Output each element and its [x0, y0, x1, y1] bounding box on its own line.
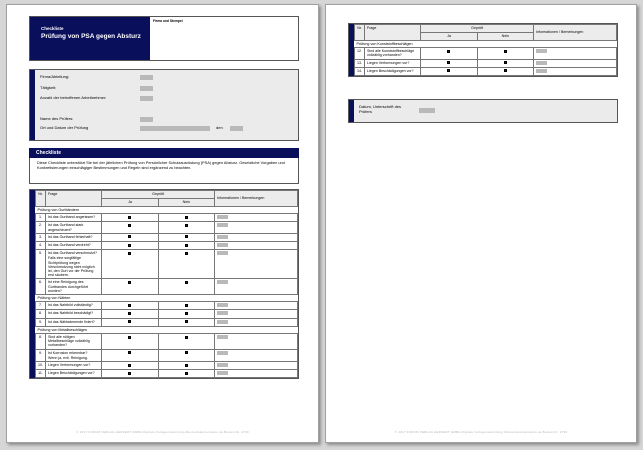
navy-bar	[30, 70, 35, 140]
row-nr: 9.	[36, 349, 46, 361]
remark-field[interactable]	[217, 243, 228, 247]
place-date-field[interactable]	[140, 126, 210, 131]
checklist-table	[35, 190, 298, 378]
col-geprueft: Geprüft	[421, 25, 534, 33]
nein-checkbox[interactable]	[185, 351, 188, 354]
remark-field[interactable]	[217, 235, 228, 239]
date-field[interactable]	[230, 126, 243, 131]
nein-checkbox[interactable]	[185, 216, 188, 219]
field-label: Ort und Datum der Prüfung	[40, 125, 89, 130]
row-question-cell	[46, 279, 102, 295]
nein-checkbox[interactable]	[185, 244, 188, 247]
row-question-cell	[46, 349, 102, 361]
stamp-label: Firma und Stempel	[150, 17, 298, 60]
row-nr: 4.	[36, 242, 46, 250]
col-geprueft: Geprüft	[102, 191, 215, 199]
row-question: Ist das Nahtbild vollständig?	[48, 303, 93, 308]
nein-checkbox[interactable]	[185, 281, 188, 284]
row-nr: 7.	[36, 302, 46, 310]
nein-checkbox[interactable]	[504, 50, 507, 53]
remark-field[interactable]	[217, 223, 228, 227]
row-nr: 2.	[36, 222, 46, 233]
row-nr: 10.	[36, 362, 46, 370]
ja-checkbox[interactable]	[128, 281, 131, 284]
col-nr: Nr.	[355, 25, 365, 41]
row-question-cell	[46, 370, 102, 378]
ja-checkbox[interactable]	[128, 312, 131, 315]
page-title: Prüfung von PSA gegen Absturz	[41, 33, 141, 40]
row-question: Sind alle nötigen Metallbeschläge vollzählig vorhanden?	[48, 335, 90, 348]
signature-box	[348, 99, 618, 123]
row-nr: 9.	[36, 318, 46, 326]
row-question: Liegen Beschädigungen vor?	[365, 67, 421, 75]
row-question: Ist eine Reinigung des Gurtbandes durchgeführt worden?	[48, 280, 88, 293]
row-nr: 8.	[36, 334, 46, 350]
row-question: Sind alle Kunststoffbeschläge vollzählig vorhanden?	[365, 48, 421, 59]
row-nr: 1.	[36, 214, 46, 222]
row-nr: 13.	[355, 59, 365, 67]
checklist-table-wrap	[29, 189, 299, 379]
title-box	[29, 16, 299, 61]
row-question-cell	[46, 233, 102, 241]
col-info: Informationen / Bemerkungen	[534, 25, 617, 41]
remark-field[interactable]	[536, 69, 547, 73]
remark-field[interactable]	[217, 215, 228, 219]
table-row	[36, 250, 298, 279]
table-row	[36, 214, 298, 222]
col-nein: Nein	[477, 33, 533, 41]
ja-checkbox[interactable]	[128, 364, 131, 367]
document-page-1	[6, 4, 319, 443]
row-nr: 11.	[36, 370, 46, 378]
intro-text: Diese Checkliste unterstützt Sie bei der jährlichen Prüfung von Persönlicher Schutzausrüstung (PSA) gegen Absturz. Gesetzliche Vorgaben und Konkretisierungen einschlägiger Bestimmungen und Regeln sind ergänzend zu beachten.	[29, 158, 299, 184]
field-label: Firma/Abteilung:	[40, 74, 70, 79]
row-question: Ist das Nähfadenende fixiert?	[48, 319, 95, 324]
title-small: Checkliste	[41, 26, 64, 31]
col-frage: Frage	[365, 25, 421, 41]
den-label: den	[216, 125, 223, 130]
remark-field[interactable]	[217, 251, 228, 255]
remark-field[interactable]	[217, 311, 228, 315]
row-question-cell	[46, 362, 102, 370]
remark-field[interactable]	[217, 351, 228, 355]
ja-checkbox[interactable]	[128, 235, 131, 238]
nein-checkbox[interactable]	[185, 235, 188, 238]
remark-field[interactable]	[217, 363, 228, 367]
info-form	[29, 69, 299, 141]
ja-checkbox[interactable]	[128, 304, 131, 307]
row-question: Liegen Beschädigungen vor?	[48, 371, 95, 376]
page-footer: © 2017 FORUM VERLAG HERKERT GMBH Digitale Vorlagensammlung Musterdokumentation.de Bestell-Nr. 2730	[394, 430, 568, 434]
ja-checkbox[interactable]	[128, 320, 131, 323]
table-row	[36, 310, 298, 318]
nein-checkbox[interactable]	[185, 252, 188, 255]
table-row	[36, 302, 298, 310]
col-nein: Nein	[158, 199, 214, 207]
row-question: Ist das Gurtband angerissen?	[48, 215, 96, 220]
remark-field[interactable]	[536, 49, 547, 53]
col-ja: Ja	[421, 33, 477, 41]
row-question: Liegen Verformungen vor?	[48, 363, 91, 368]
nein-checkbox[interactable]	[185, 372, 188, 375]
row-question: Ist das Gurtband fehlerhaft?	[48, 234, 93, 239]
row-note: Falls eine sorgfältige Sichtprüfung wegen Verschmutzung nicht möglich ist, den Gurt vor der Prüfung erst säubern.	[48, 256, 95, 278]
table-row	[36, 222, 298, 233]
table-row	[36, 242, 298, 250]
row-nr: 6.	[36, 279, 46, 295]
remark-field[interactable]	[217, 371, 228, 375]
document-page-2	[325, 4, 637, 443]
signature-field[interactable]	[419, 108, 435, 113]
table-row	[36, 370, 298, 378]
ja-checkbox[interactable]	[128, 372, 131, 375]
table-row	[355, 48, 617, 59]
row-question-cell	[46, 318, 102, 326]
col-ja: Ja	[102, 199, 158, 207]
group-title: Prüfung von Gurtbändern	[36, 207, 298, 214]
title-panel	[30, 17, 150, 60]
checklist-table-2	[354, 24, 617, 76]
page-footer: © 2017 FORUM VERLAG HERKERT GMBH Digitale Vorlagensammlung Musterdokumentation.de Bestell-Nr. 2730	[76, 430, 249, 434]
signature-label: Datum, Unterschrift des Prüfers	[359, 104, 402, 114]
employees-field[interactable]	[140, 96, 153, 101]
remark-field[interactable]	[536, 61, 547, 65]
nein-checkbox[interactable]	[185, 336, 188, 339]
row-note: Wenn ja, evtl. Reinigung.	[48, 355, 88, 360]
remark-field[interactable]	[217, 335, 228, 339]
ja-checkbox[interactable]	[447, 50, 450, 53]
row-question-cell	[46, 250, 102, 279]
nein-checkbox[interactable]	[504, 61, 507, 64]
row-question: Ist das Gurtband verdreht?	[48, 243, 91, 248]
table-row	[355, 67, 617, 75]
group-title: Prüfung von Nähten	[36, 295, 298, 302]
row-question-cell	[46, 242, 102, 250]
row-question: Ist das Gurtband verschmutzt?	[48, 251, 97, 256]
ja-checkbox[interactable]	[447, 69, 450, 72]
row-question: Liegen Verformungen vor?	[365, 59, 421, 67]
nein-checkbox[interactable]	[185, 224, 188, 227]
activity-field[interactable]	[140, 86, 153, 91]
row-question: Ist das Gurtband stark angescheuert?	[48, 223, 84, 232]
row-nr: 12.	[355, 48, 365, 59]
table-row	[36, 349, 298, 361]
row-nr: 3.	[36, 233, 46, 241]
row-question-cell	[46, 302, 102, 310]
navy-bar	[349, 100, 354, 122]
table-row	[355, 59, 617, 67]
table-row	[36, 334, 298, 350]
table-row	[36, 233, 298, 241]
table-row	[36, 318, 298, 326]
row-nr: 8.	[36, 310, 46, 318]
remark-field[interactable]	[217, 320, 228, 324]
row-question-cell	[46, 222, 102, 233]
row-question: Ist das Nahtbild beschädigt?	[48, 311, 94, 316]
table-row	[36, 279, 298, 295]
ja-checkbox[interactable]	[128, 244, 131, 247]
inspector-name-field[interactable]	[140, 117, 153, 122]
ja-checkbox[interactable]	[128, 351, 131, 354]
ja-checkbox[interactable]	[128, 216, 131, 219]
nein-checkbox[interactable]	[185, 364, 188, 367]
row-question: Ist Korrosion erkennbar?	[48, 350, 88, 355]
ja-checkbox[interactable]	[128, 252, 131, 255]
section-header: Checkliste	[29, 148, 299, 158]
nein-checkbox[interactable]	[504, 69, 507, 72]
company-field[interactable]	[140, 75, 153, 80]
table-row	[36, 362, 298, 370]
remark-field[interactable]	[217, 303, 228, 307]
ja-checkbox[interactable]	[447, 61, 450, 64]
nein-checkbox[interactable]	[185, 312, 188, 315]
row-question-cell	[46, 310, 102, 318]
col-info: Informationen / Bemerkungen	[215, 191, 298, 207]
remark-field[interactable]	[217, 280, 228, 284]
col-nr: Nr.	[36, 191, 46, 207]
row-question-cell	[46, 334, 102, 350]
field-label: Tätigkeit:	[40, 85, 57, 90]
col-frage: Frage	[46, 191, 102, 207]
ja-checkbox[interactable]	[128, 336, 131, 339]
group-title: Prüfung von Kunststoffbeschlägen	[355, 41, 617, 48]
nein-checkbox[interactable]	[185, 304, 188, 307]
row-nr: 5.	[36, 250, 46, 279]
nein-checkbox[interactable]	[185, 320, 188, 323]
field-label: Anzahl der betroffenen Arbeitnehmer:	[40, 95, 107, 100]
ja-checkbox[interactable]	[128, 224, 131, 227]
row-question-cell	[46, 214, 102, 222]
field-label: Name des Prüfers:	[40, 116, 74, 121]
checklist-table-wrap-2	[348, 23, 618, 77]
group-title: Prüfung von Metallbeschlägen	[36, 326, 298, 333]
row-nr: 14.	[355, 67, 365, 75]
